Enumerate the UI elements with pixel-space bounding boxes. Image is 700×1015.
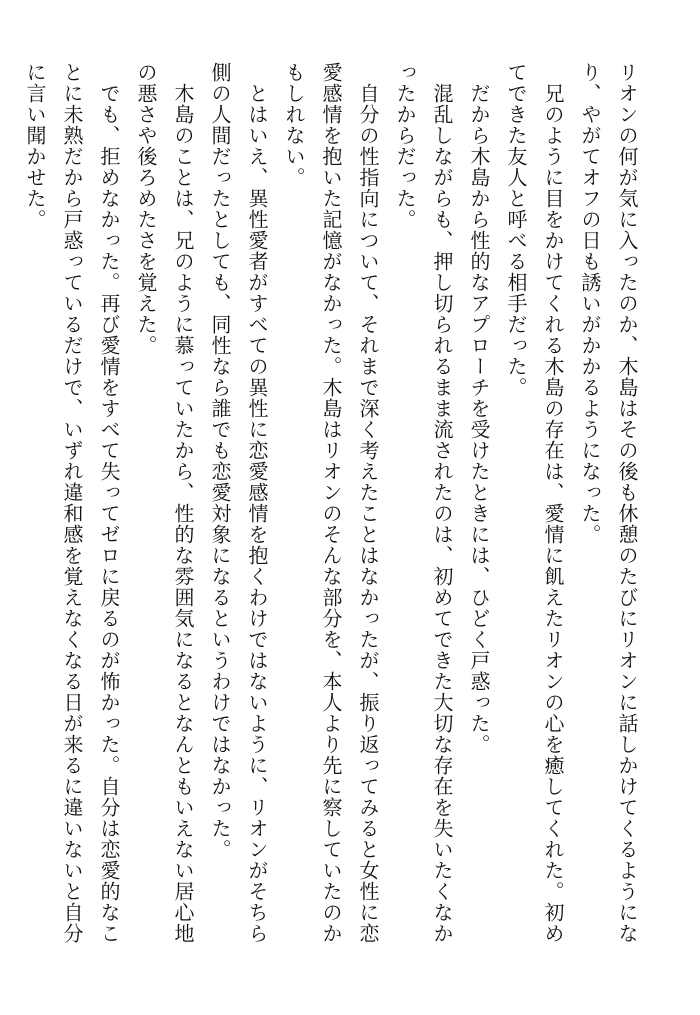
paragraph-6: とはいえ、異性愛者がすべての異性に恋愛感情を抱くわけではないように、リオンがそちら側の人間だったとしても、同性なら誰でも恋愛対象になるというわけではなかった。: [208, 62, 269, 944]
paragraph-1: リオンの何が気に入ったのか、木島はその後も休憩のたびにリオンに話しかけてくるようになり、やがてオフの日も誘いがかかるようになった。: [578, 62, 639, 944]
paragraph-8: でも、拒めなかった。再び愛情をすべて失ってゼロに戻るのが怖かった。自分は恋愛的なことに未熟だから戸惑っているだけで、いずれ違和感を覚えなくなる日が来るに違いないと自分に言い聞かせた。: [23, 62, 121, 944]
paragraph-3: だから木島から性的なアプローチを受けたときには、ひどく戸惑った。: [467, 62, 491, 755]
paragraph-5: 自分の性指向について、それまで深く考えたことはなかったが、振り返ってみると女性に恋愛感情を抱いた記憶がなかった。木島はリオンのそんな部分を、本人より先に察していたのかもしれない。: [282, 62, 380, 944]
paragraph-7: 木島のことは、兄のように慕っていたから、性的な雰囲気になるとなんともいえない居心地の悪さや後ろめたさを覚えた。: [134, 62, 195, 944]
body-text: [16, 62, 645, 962]
paragraph-2: 兄のように目をかけてくれる木島の存在は、愛情に飢えたリオンの心を癒してくれた。初めてできた友人と呼べる相手だった。: [504, 62, 565, 944]
paragraph-4: 混乱しながらも、押し切られるまま流されたのは、初めてできた大切な存在を失いたくなかったからだった。: [393, 62, 454, 944]
